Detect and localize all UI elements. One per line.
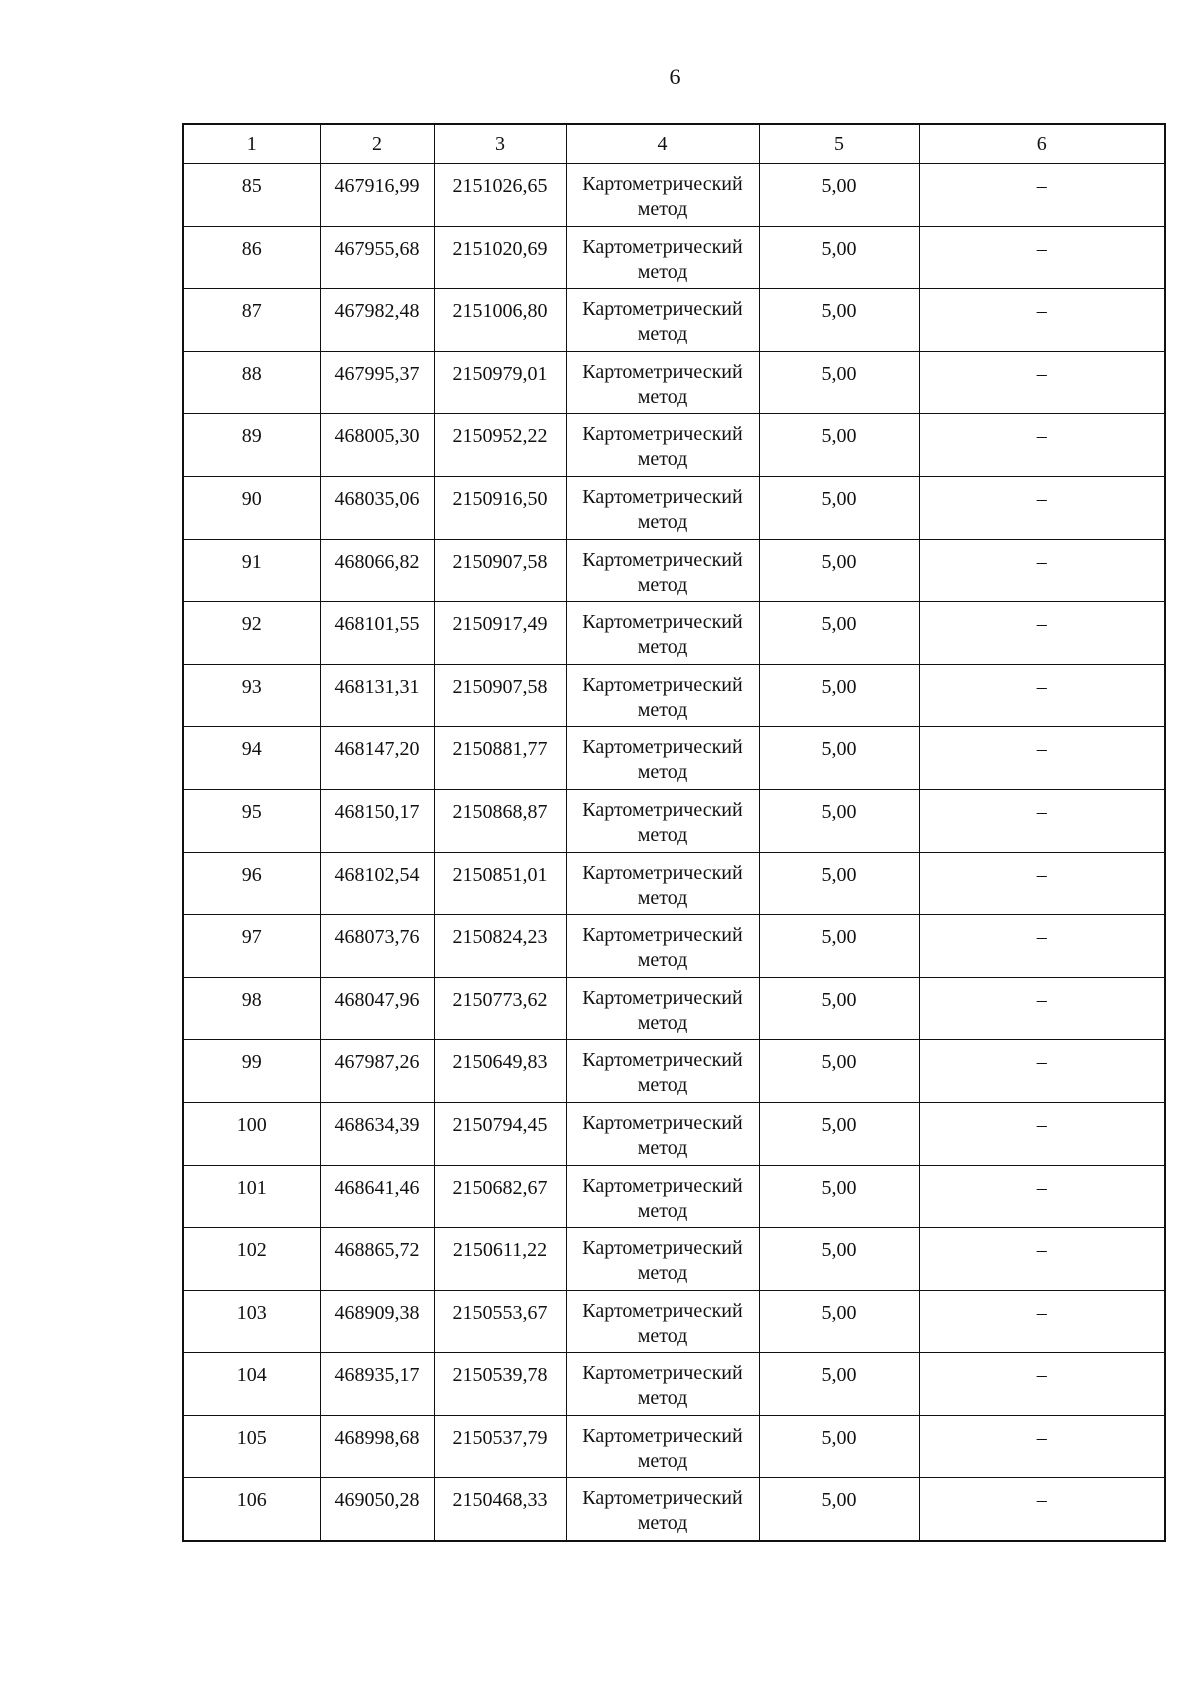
accuracy-cell: 5,00 (759, 1228, 919, 1291)
point-number-cell: 85 (183, 164, 320, 227)
table-row (183, 1478, 1165, 1541)
point-number-cell: 89 (183, 414, 320, 477)
description-cell: – (919, 727, 1165, 790)
table-row (183, 1165, 1165, 1228)
point-number-cell: 96 (183, 852, 320, 915)
header-cell: 4 (566, 124, 759, 164)
description-cell: – (919, 1228, 1165, 1291)
method-cell: Картометрический метод (566, 1353, 759, 1416)
method-cell: Картометрический метод (566, 414, 759, 477)
point-number-cell: 93 (183, 664, 320, 727)
accuracy-cell: 5,00 (759, 977, 919, 1040)
method-cell: Картометрический метод (566, 789, 759, 852)
y-coordinate-cell: 2150794,45 (434, 1102, 566, 1165)
y-coordinate-cell: 2151020,69 (434, 226, 566, 289)
x-coordinate-cell: 467987,26 (320, 1040, 434, 1103)
x-coordinate-cell: 467995,37 (320, 351, 434, 414)
y-coordinate-cell: 2150553,67 (434, 1290, 566, 1353)
x-coordinate-cell: 468641,46 (320, 1165, 434, 1228)
method-cell: Картометрический метод (566, 1415, 759, 1478)
table-row (183, 351, 1165, 414)
description-cell: – (919, 852, 1165, 915)
description-cell: – (919, 789, 1165, 852)
y-coordinate-cell: 2150824,23 (434, 915, 566, 978)
table-row (183, 414, 1165, 477)
method-cell: Картометрический метод (566, 664, 759, 727)
accuracy-cell: 5,00 (759, 1415, 919, 1478)
accuracy-cell: 5,00 (759, 727, 919, 790)
x-coordinate-cell: 468147,20 (320, 727, 434, 790)
y-coordinate-cell: 2150952,22 (434, 414, 566, 477)
description-cell: – (919, 1353, 1165, 1416)
point-number-cell: 99 (183, 1040, 320, 1103)
point-number-cell: 90 (183, 476, 320, 539)
method-cell: Картометрический метод (566, 1040, 759, 1103)
point-number-cell: 88 (183, 351, 320, 414)
x-coordinate-cell: 467955,68 (320, 226, 434, 289)
header-cell: 3 (434, 124, 566, 164)
table-row (183, 727, 1165, 790)
point-number-cell: 98 (183, 977, 320, 1040)
point-number-cell: 106 (183, 1478, 320, 1541)
accuracy-cell: 5,00 (759, 1290, 919, 1353)
method-cell: Картометрический метод (566, 1102, 759, 1165)
table-header-row (183, 124, 1165, 164)
description-cell: – (919, 226, 1165, 289)
x-coordinate-cell: 467982,48 (320, 289, 434, 352)
accuracy-cell: 5,00 (759, 1040, 919, 1103)
description-cell: – (919, 915, 1165, 978)
method-cell: Картометрический метод (566, 915, 759, 978)
table-row (183, 1353, 1165, 1416)
accuracy-cell: 5,00 (759, 664, 919, 727)
accuracy-cell: 5,00 (759, 289, 919, 352)
accuracy-cell: 5,00 (759, 1353, 919, 1416)
description-cell: – (919, 164, 1165, 227)
method-cell: Картометрический метод (566, 351, 759, 414)
point-number-cell: 100 (183, 1102, 320, 1165)
accuracy-cell: 5,00 (759, 164, 919, 227)
accuracy-cell: 5,00 (759, 476, 919, 539)
table-row (183, 1290, 1165, 1353)
x-coordinate-cell: 468047,96 (320, 977, 434, 1040)
point-number-cell: 97 (183, 915, 320, 978)
accuracy-cell: 5,00 (759, 915, 919, 978)
x-coordinate-cell: 468935,17 (320, 1353, 434, 1416)
accuracy-cell: 5,00 (759, 226, 919, 289)
accuracy-cell: 5,00 (759, 539, 919, 602)
header-cell: 5 (759, 124, 919, 164)
method-cell: Картометрический метод (566, 977, 759, 1040)
table-row (183, 164, 1165, 227)
page-number: 6 (669, 64, 681, 89)
accuracy-cell: 5,00 (759, 1165, 919, 1228)
header-cell: 2 (320, 124, 434, 164)
point-number-cell: 102 (183, 1228, 320, 1291)
table-row (183, 915, 1165, 978)
method-cell: Картометрический метод (566, 602, 759, 665)
point-number-cell: 87 (183, 289, 320, 352)
point-number-cell: 105 (183, 1415, 320, 1478)
y-coordinate-cell: 2150611,22 (434, 1228, 566, 1291)
x-coordinate-cell: 467916,99 (320, 164, 434, 227)
y-coordinate-cell: 2150907,58 (434, 664, 566, 727)
y-coordinate-cell: 2150979,01 (434, 351, 566, 414)
method-cell: Картометрический метод (566, 1228, 759, 1291)
accuracy-cell: 5,00 (759, 789, 919, 852)
header-cell: 6 (919, 124, 1165, 164)
x-coordinate-cell: 468005,30 (320, 414, 434, 477)
description-cell: – (919, 539, 1165, 602)
point-number-cell: 103 (183, 1290, 320, 1353)
table-row (183, 1415, 1165, 1478)
point-number-cell: 91 (183, 539, 320, 602)
y-coordinate-cell: 2150537,79 (434, 1415, 566, 1478)
description-cell: – (919, 289, 1165, 352)
description-cell: – (919, 602, 1165, 665)
table-row (183, 602, 1165, 665)
table-row (183, 977, 1165, 1040)
y-coordinate-cell: 2151006,80 (434, 289, 566, 352)
description-cell: – (919, 977, 1165, 1040)
table-row (183, 664, 1165, 727)
method-cell: Картометрический метод (566, 1290, 759, 1353)
table-row (183, 226, 1165, 289)
description-cell: – (919, 664, 1165, 727)
point-number-cell: 95 (183, 789, 320, 852)
method-cell: Картометрический метод (566, 1165, 759, 1228)
table-row (183, 539, 1165, 602)
description-cell: – (919, 1102, 1165, 1165)
accuracy-cell: 5,00 (759, 1102, 919, 1165)
x-coordinate-cell: 468073,76 (320, 915, 434, 978)
x-coordinate-cell: 468150,17 (320, 789, 434, 852)
x-coordinate-cell: 468865,72 (320, 1228, 434, 1291)
table-row (183, 1102, 1165, 1165)
y-coordinate-cell: 2150868,87 (434, 789, 566, 852)
table-row (183, 476, 1165, 539)
method-cell: Картометрический метод (566, 1478, 759, 1541)
accuracy-cell: 5,00 (759, 414, 919, 477)
header-cell: 1 (183, 124, 320, 164)
x-coordinate-cell: 468131,31 (320, 664, 434, 727)
method-cell: Картометрический метод (566, 164, 759, 227)
point-number-cell: 86 (183, 226, 320, 289)
table-row (183, 1228, 1165, 1291)
method-cell: Картометрический метод (566, 852, 759, 915)
table-row (183, 289, 1165, 352)
accuracy-cell: 5,00 (759, 1478, 919, 1541)
x-coordinate-cell: 468102,54 (320, 852, 434, 915)
method-cell: Картометрический метод (566, 226, 759, 289)
x-coordinate-cell: 468998,68 (320, 1415, 434, 1478)
method-cell: Картометрический метод (566, 727, 759, 790)
y-coordinate-cell: 2150539,78 (434, 1353, 566, 1416)
y-coordinate-cell: 2150881,77 (434, 727, 566, 790)
description-cell: – (919, 1165, 1165, 1228)
accuracy-cell: 5,00 (759, 351, 919, 414)
point-number-cell: 104 (183, 1353, 320, 1416)
table-row (183, 1040, 1165, 1103)
method-cell: Картометрический метод (566, 289, 759, 352)
y-coordinate-cell: 2150917,49 (434, 602, 566, 665)
method-cell: Картометрический метод (566, 539, 759, 602)
accuracy-cell: 5,00 (759, 852, 919, 915)
description-cell: – (919, 1040, 1165, 1103)
x-coordinate-cell: 468634,39 (320, 1102, 434, 1165)
x-coordinate-cell: 468035,06 (320, 476, 434, 539)
y-coordinate-cell: 2150468,33 (434, 1478, 566, 1541)
description-cell: – (919, 351, 1165, 414)
description-cell: – (919, 476, 1165, 539)
description-cell: – (919, 1415, 1165, 1478)
y-coordinate-cell: 2150649,83 (434, 1040, 566, 1103)
y-coordinate-cell: 2150851,01 (434, 852, 566, 915)
point-number-cell: 101 (183, 1165, 320, 1228)
x-coordinate-cell: 468101,55 (320, 602, 434, 665)
x-coordinate-cell: 468066,82 (320, 539, 434, 602)
y-coordinate-cell: 2150916,50 (434, 476, 566, 539)
y-coordinate-cell: 2150773,62 (434, 977, 566, 1040)
table-body (183, 164, 1165, 1541)
accuracy-cell: 5,00 (759, 602, 919, 665)
description-cell: – (919, 1290, 1165, 1353)
point-number-cell: 94 (183, 727, 320, 790)
description-cell: – (919, 414, 1165, 477)
y-coordinate-cell: 2151026,65 (434, 164, 566, 227)
point-number-cell: 92 (183, 602, 320, 665)
x-coordinate-cell: 469050,28 (320, 1478, 434, 1541)
coordinates-table (182, 123, 1166, 1542)
description-cell: – (919, 1478, 1165, 1541)
y-coordinate-cell: 2150907,58 (434, 539, 566, 602)
x-coordinate-cell: 468909,38 (320, 1290, 434, 1353)
method-cell: Картометрический метод (566, 476, 759, 539)
y-coordinate-cell: 2150682,67 (434, 1165, 566, 1228)
table-row (183, 852, 1165, 915)
table-row (183, 789, 1165, 852)
